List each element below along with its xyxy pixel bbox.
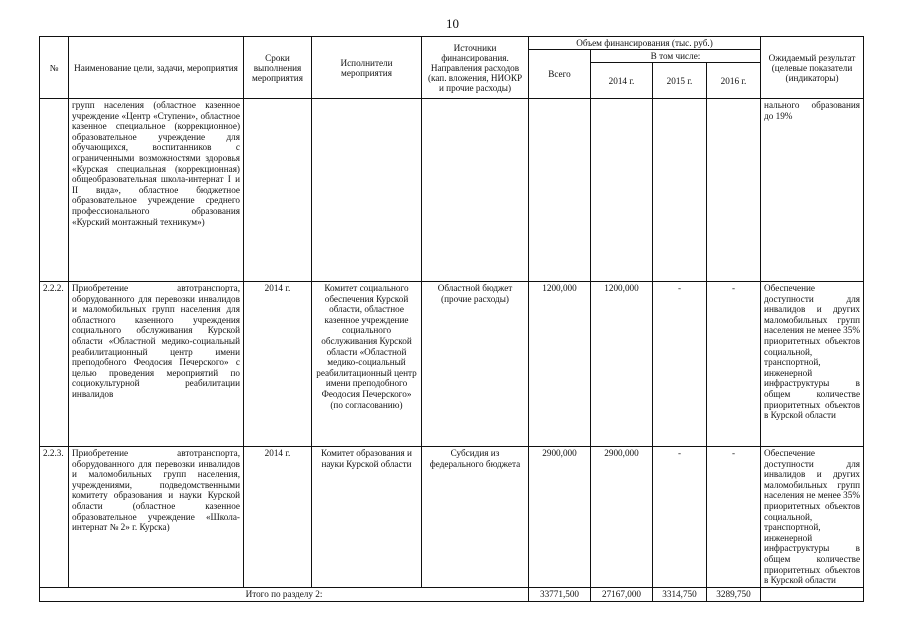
row-num [40,99,69,282]
header-result: Ожидаемый результат (целевые показатели (индикаторы) [761,37,864,99]
row-name: групп населения (областное казенное учреждение «Центр «Ступени», областное казенное специальное (коррекционное) образовательное учреждение для обучающихся, воспитанников с ограниченными возможностями здоровья «Курская специальная (коррекционная) общеобразовательная школа-интернат I и II вида», областное бюджетное образовательное учреждение среднего профессионального образования «Курский монтажный техникум») [69,99,244,282]
row-num: 2.2.3. [40,447,69,588]
row-executors: Комитет образования и науки Курской области [312,447,422,588]
header-funding: Объем финансирования (тыс. руб.) [529,37,761,50]
row-terms: 2014 г. [244,282,312,447]
row-terms [244,99,312,282]
row-total: 1200,000 [529,282,591,447]
row-num: 2.2.2. [40,282,69,447]
total-2014: 27167,000 [591,587,653,601]
header-2015: 2015 г. [653,63,707,99]
row-executors: Комитет социального обеспечения Курской области, областное казенное учреждение социального обслуживания Курской области «Областной медико-социальный реабилитационный центр имени преподобного Феодосия Печерского» (по согласованию) [312,282,422,447]
row-source: Субсидия из федерального бюджета [422,447,529,588]
row-result: Обеспечение доступности для инвалидов и других маломобильных групп населения не менее 35% приоритетных объектов социальной, транспортной, инженерной инфраструктуры в общем количестве приоритетных объектов в Курской области [761,282,864,447]
header-terms: Сроки выполнения мероприятия [244,37,312,99]
row-total [529,99,591,282]
row-result: нального образования до 19% [761,99,864,282]
page-number: 10 [446,16,459,31]
row-2015 [653,99,707,282]
row-2015: - [653,447,707,588]
row-2016: - [707,282,761,447]
total-2015: 3314,750 [653,587,707,601]
row-2014 [591,99,653,282]
table-row [40,282,864,447]
header-total: Всего [529,50,591,99]
header-2016: 2016 г. [707,63,761,99]
header-including: В том числе: [591,50,761,63]
row-name: Приобретение автотранспорта, оборудованного для перевозки инвалидов и маломобильных групп населения для областного казенного учреждения социального обслуживания Курской области «Областной медико-социальный реабилитационный центр имени преподобного Феодосия Печерского» с целью проведения мероприятий по социокультурной реабилитации инвалидов [69,282,244,447]
total-result-empty [761,587,864,601]
total-label: Итого по разделу 2: [40,587,529,601]
row-2014: 2900,000 [591,447,653,588]
row-2015: - [653,282,707,447]
row-2016 [707,99,761,282]
row-executors [312,99,422,282]
table-row [40,99,864,282]
total-row [40,587,864,601]
header-sources: Источники финансирования. Направления расходов (кап. вложения, НИОКР и прочие расходы) [422,37,529,99]
financing-table [39,36,864,602]
row-result: Обеспечение доступности для инвалидов и других маломобильных групп населения не менее 35% приоритетных объектов социальной, транспортной, инженерной инфраструктуры в общем количестве приоритетных объектов в Курской области [761,447,864,588]
total-2016: 3289,750 [707,587,761,601]
table-row [40,447,864,588]
row-total: 2900,000 [529,447,591,588]
header-executors: Исполнители мероприятия [312,37,422,99]
header-name: Наименование цели, задачи, мероприятия [69,37,244,99]
row-2014: 1200,000 [591,282,653,447]
row-2016: - [707,447,761,588]
row-source [422,99,529,282]
total-all: 33771,500 [529,587,591,601]
row-name: Приобретение автотранспорта, оборудованного для перевозки инвалидов и маломобильных групп населения, учреждениями, подведомственными комитету образования и науки Курской области (областное казенное образовательное учреждение «Школа-интернат № 2» г. Курска) [69,447,244,588]
row-terms: 2014 г. [244,447,312,588]
header-2014: 2014 г. [591,63,653,99]
row-source: Областной бюджет (прочие расходы) [422,282,529,447]
header-num: № [40,37,69,99]
